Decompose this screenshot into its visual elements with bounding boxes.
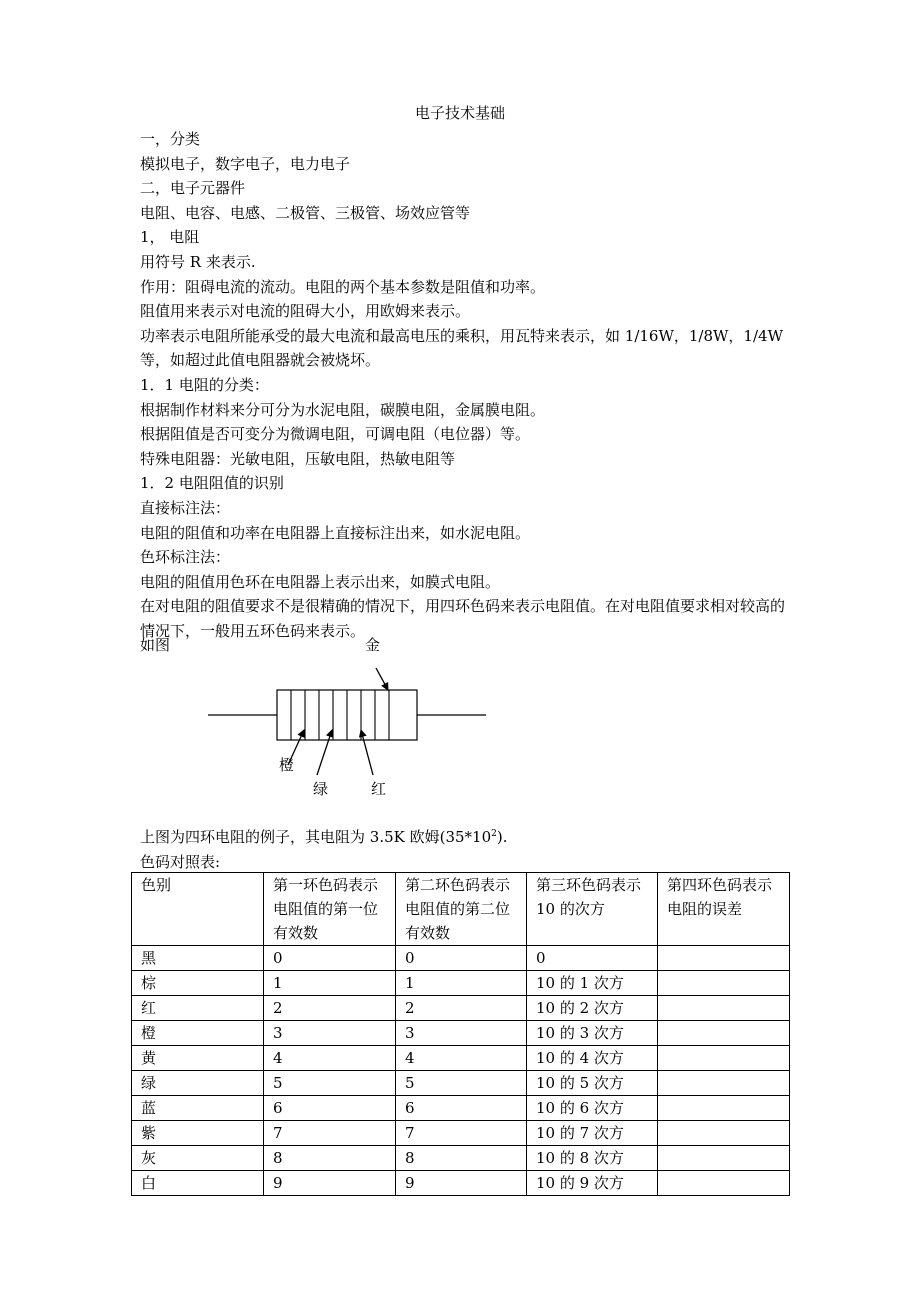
table-cell: 10 的 4 次方 bbox=[527, 1046, 658, 1071]
table-cell: 4 bbox=[264, 1046, 396, 1071]
paragraph: 在对电阻的阻值要求不是很精确的情况下，用四环色码来表示电阻值。在对电阻值要求相对较高的情况下，一般用五环色码来表示。 bbox=[140, 597, 786, 640]
table-cell: 2 bbox=[396, 996, 527, 1021]
table-cell: 3 bbox=[264, 1021, 396, 1046]
section-heading-classification: 一，分类 bbox=[140, 130, 201, 148]
paragraph: 电阻、电容、电感、二极管、三极管、场效应管等 bbox=[140, 203, 471, 222]
table-cell: 红 bbox=[132, 996, 264, 1021]
table-cell: 10 的 3 次方 bbox=[527, 1021, 658, 1046]
subsection-heading-resistor: 1， 电阻 bbox=[140, 228, 200, 247]
table-cell: 0 bbox=[396, 946, 527, 971]
label-red: 红 bbox=[371, 780, 387, 798]
subsection-heading-identification: 1．2 电阻阻值的识别 bbox=[140, 474, 284, 493]
table-cell bbox=[658, 1171, 790, 1196]
table-cell bbox=[658, 1121, 790, 1146]
table-cell: 1 bbox=[264, 971, 396, 996]
table-title: 色码对照表: bbox=[140, 852, 221, 871]
table-cell: 10 的 8 次方 bbox=[527, 1146, 658, 1171]
table-cell: 0 bbox=[264, 946, 396, 971]
table-row bbox=[132, 1096, 790, 1121]
table-row bbox=[132, 1146, 790, 1171]
table-header-cell: 第四环色码表示电阻的误差 bbox=[658, 873, 790, 946]
paragraph: 功率表示电阻所能承受的最大电流和最高电压的乘积，用瓦特来表示，如 1/16W，1/8W，1/4W 等，如超过此值电阻器就会被烧坏。 bbox=[140, 326, 783, 370]
subsection-heading-classification: 1．1 电阻的分类： bbox=[140, 375, 269, 394]
arrow-gold bbox=[376, 668, 388, 690]
example-text: 上图为四环电阻的例子，其电阻为 3.5K 欧姆$(35*10^2)$. bbox=[140, 828, 508, 846]
table-row bbox=[132, 1171, 790, 1196]
table-cell bbox=[658, 1021, 790, 1046]
paragraph: 作用：阻碍电流的流动。电阻的两个基本参数是阻值和功率。 bbox=[140, 277, 546, 296]
label-green: 绿 bbox=[313, 780, 329, 798]
table-cell: 10 的 7 次方 bbox=[527, 1121, 658, 1146]
table-cell bbox=[658, 946, 790, 971]
table-cell: 8 bbox=[396, 1146, 527, 1171]
table-header-row bbox=[132, 873, 790, 946]
table-row bbox=[132, 971, 790, 996]
table-row bbox=[132, 996, 790, 1021]
table-header-cell: 第三环色码表示 10 的次方 bbox=[527, 873, 658, 946]
table-cell: 5 bbox=[264, 1071, 396, 1096]
table-cell bbox=[658, 1071, 790, 1096]
table-cell: 10 的 6 次方 bbox=[527, 1096, 658, 1121]
paragraph: 特殊电阻器：光敏电阻，压敏电阻，热敏电阻等 bbox=[140, 449, 456, 468]
example-exponent: 2 bbox=[491, 829, 497, 839]
table-cell: 蓝 bbox=[132, 1096, 264, 1121]
table-row bbox=[132, 1021, 790, 1046]
table-cell: 1 bbox=[396, 971, 527, 996]
table-cell bbox=[658, 1096, 790, 1121]
paragraph: 电阻的阻值用色环在电阻器上表示出来，如膜式电阻。 bbox=[140, 572, 501, 591]
table-cell: 5 bbox=[396, 1071, 527, 1096]
table-header-cell: 第一环色码表示电阻值的第一位有效数 bbox=[264, 873, 396, 946]
table-cell: 7 bbox=[396, 1121, 527, 1146]
table-cell: 8 bbox=[264, 1146, 396, 1171]
table-cell: 棕 bbox=[132, 971, 264, 996]
paragraph: 电阻的阻值和功率在电阻器上直接标注出来，如水泥电阻。 bbox=[140, 523, 531, 542]
paragraph: 模拟电子，数字电子，电力电子 bbox=[140, 154, 351, 173]
table-cell: 3 bbox=[396, 1021, 527, 1046]
table-cell bbox=[658, 1046, 790, 1071]
table-cell: 6 bbox=[396, 1096, 527, 1121]
table-cell: 黑 bbox=[132, 946, 264, 971]
paragraph: 根据阻值是否可变分为微调电阻，可调电阻（电位器）等。 bbox=[140, 425, 531, 444]
table-row bbox=[132, 1071, 790, 1096]
table-cell: 7 bbox=[264, 1121, 396, 1146]
color-code-table bbox=[131, 872, 790, 1196]
paragraph: 阻值用来表示对电流的阻碍大小，用欧姆来表示。 bbox=[140, 302, 471, 321]
table-cell: 6 bbox=[264, 1096, 396, 1121]
table-cell bbox=[658, 971, 790, 996]
paragraph: 用符号 R 来表示. bbox=[140, 252, 256, 271]
paragraph: 根据制作材料来分可分为水泥电阻，碳膜电阻，金属膜电阻。 bbox=[140, 400, 546, 419]
table-cell: 2 bbox=[264, 996, 396, 1021]
resistor-diagram bbox=[200, 660, 500, 790]
table-row bbox=[132, 1046, 790, 1071]
document-title: 电子技术基础 bbox=[414, 104, 505, 122]
table-cell: 绿 bbox=[132, 1071, 264, 1096]
document-body bbox=[140, 127, 790, 643]
table-cell bbox=[658, 996, 790, 1021]
label-orange: 橙 bbox=[279, 756, 295, 774]
paragraph: 色环标注法： bbox=[140, 548, 231, 567]
table-cell bbox=[658, 1146, 790, 1171]
table-cell: 10 的 2 次方 bbox=[527, 996, 658, 1021]
figure-caption: 如图 bbox=[140, 636, 171, 654]
table-cell: 10 的 5 次方 bbox=[527, 1071, 658, 1096]
example-section bbox=[140, 825, 507, 874]
table-cell: 黄 bbox=[132, 1046, 264, 1071]
table-cell: 9 bbox=[396, 1171, 527, 1196]
paragraph: 直接标注法： bbox=[140, 498, 231, 517]
table-row bbox=[132, 946, 790, 971]
label-gold: 金 bbox=[365, 636, 381, 654]
table-row bbox=[132, 1121, 790, 1146]
table-cell: 白 bbox=[132, 1171, 264, 1196]
table-cell: 10 的 1 次方 bbox=[527, 971, 658, 996]
table-cell: 4 bbox=[396, 1046, 527, 1071]
table-cell: 紫 bbox=[132, 1121, 264, 1146]
table-cell: 灰 bbox=[132, 1146, 264, 1171]
section-heading-components: 二，电子元器件 bbox=[140, 179, 246, 198]
table-header-cell: 色别 bbox=[132, 873, 264, 946]
table-cell: 0 bbox=[527, 946, 658, 971]
table-cell: 9 bbox=[264, 1171, 396, 1196]
table-cell: 10 的 9 次方 bbox=[527, 1171, 658, 1196]
table-cell: 橙 bbox=[132, 1021, 264, 1046]
table-header-cell: 第二环色码表示电阻值的第二位有效数 bbox=[396, 873, 527, 946]
